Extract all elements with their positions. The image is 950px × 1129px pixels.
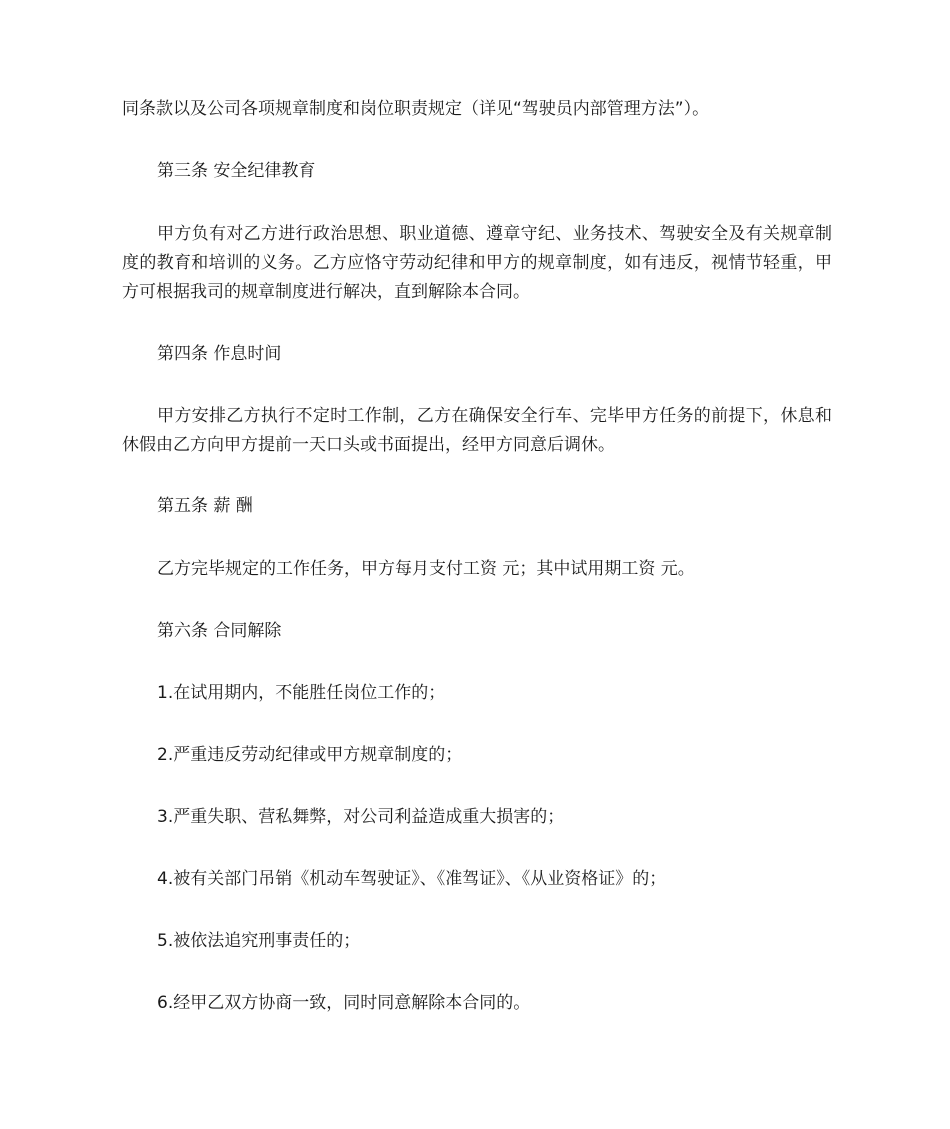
article-4-body: 甲方安排乙方执行不定时工作制，乙方在确保安全行车、完毕甲方任务的前提下，休息和休假由乙方向甲方提前一天口头或书面提出，经甲方同意后调休。: [122, 406, 832, 455]
article-3-body: 甲方负有对乙方进行政治思想、职业道德、遵章守纪、业务技术、驾驶安全及有关规章制度的教育和培训的义务。乙方应恪守劳动纪律和甲方的规章制度，如有违反，视情节轻重，甲方可根据我司的规章制度进行解决，直到解除本合同。: [122, 224, 832, 302]
list-item: 6.经甲乙双方协商一致，同时同意解除本合同的。: [157, 993, 531, 1013]
list-item: 3.严重失职、营私舞弊，对公司利益造成重大损害的；: [157, 807, 565, 827]
article-4-heading: 第四条 作息时间: [157, 344, 282, 364]
article-5-heading: 第五条 薪 酬: [157, 496, 253, 516]
article-3-heading: 第三条 安全纪律教育: [157, 161, 316, 181]
article-5-body: 乙方完毕规定的工作任务，甲方每月支付工资 元；其中试用期工资 元。: [157, 559, 695, 579]
list-item: 5.被依法追究刑事责任的；: [157, 931, 361, 951]
list-item: 4.被有关部门吊销《机动车驾驶证》、《准驾证》、《从业资格证》的；: [157, 869, 667, 889]
article-6-heading: 第六条 合同解除: [157, 621, 282, 641]
list-item: 2.严重违反劳动纪律或甲方规章制度的；: [157, 745, 463, 765]
paragraph-continuation: 同条款以及公司各项规章制度和岗位职责规定（详见“驾驶员内部管理方法”）。: [122, 99, 710, 119]
list-item: 1.在试用期内，不能胜任岗位工作的；: [157, 683, 446, 703]
